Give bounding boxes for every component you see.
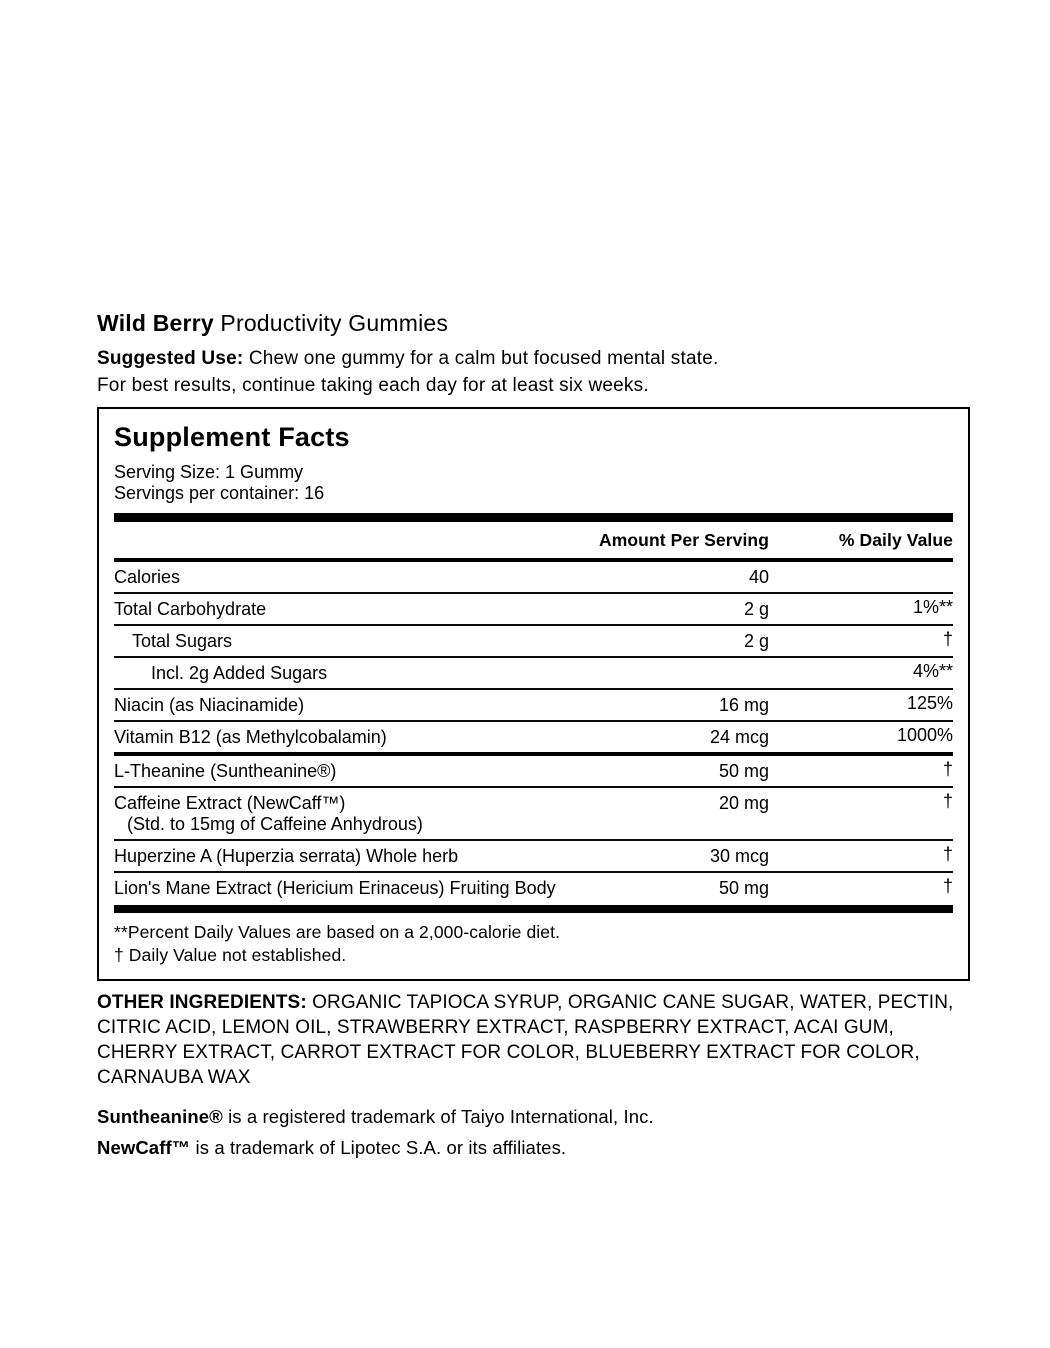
daily-value: † <box>942 876 953 896</box>
ingredient-name: Total Sugars <box>132 631 233 651</box>
table-row <box>114 626 953 656</box>
ingredient-name: Niacin (as Niacinamide) <box>114 695 305 715</box>
daily-value: 1%** <box>912 597 953 617</box>
table-row <box>114 594 953 624</box>
ingredient-name: Vitamin B12 (as Methylcobalamin) <box>114 727 387 747</box>
other-ingredients-text: ORGANIC TAPIOCA SYRUP, ORGANIC CANE SUGAR, WATER, PECTIN, CITRIC ACID, LEMON OIL, STRAWBERRY EXTRACT, RASPBERRY EXTRACT, ACAI GUM, CHERRY EXTRACT, CARROT EXTRACT FOR COLOR, BLUEBERRY EXTRACT FOR COLOR, CARNAUBA WAX <box>97 992 954 1088</box>
table-row <box>114 873 953 903</box>
suggested-use-line2: For best results, continue taking each day for at least six weeks. <box>97 374 649 396</box>
footnote-percent-dv: **Percent Daily Values are based on a 2,000-calorie diet. <box>114 922 561 942</box>
serving-info <box>114 462 953 504</box>
ingredient-name: Caffeine Extract (NewCaff™) (Std. to 15mg of Caffeine Anhydrous) <box>114 793 594 835</box>
amount-per-serving-value: 2 g <box>743 599 769 619</box>
row-divider-thick <box>114 905 953 913</box>
amount-per-serving-value: 50 mg <box>718 878 769 898</box>
ingredient-name: Huperzine A (Huperzia serrata) Whole herb <box>114 846 459 866</box>
daily-value: 1000% <box>896 725 953 745</box>
facts-footnotes <box>114 913 953 967</box>
ingredient-name: Calories <box>114 567 181 587</box>
amount-per-serving-value: 24 mcg <box>709 727 769 747</box>
supplement-facts-panel <box>97 407 970 981</box>
daily-value: 4%** <box>912 661 953 681</box>
trademark-name: Suntheanine® <box>97 1106 223 1127</box>
suggested-use-label: Suggested Use: <box>97 348 244 369</box>
label-page <box>97 310 970 1159</box>
ingredient-subtext: (Std. to 15mg of Caffeine Anhydrous) <box>127 814 423 834</box>
facts-rows <box>114 562 953 913</box>
amount-per-serving-value: 16 mg <box>718 695 769 715</box>
table-row <box>114 562 953 592</box>
amount-per-serving-value: 20 mg <box>718 793 769 813</box>
column-header-daily-value: % Daily Value <box>838 530 953 550</box>
daily-value: † <box>942 844 953 864</box>
ingredient-name: Total Carbohydrate <box>114 599 267 619</box>
trademark-note-suntheanine <box>97 1106 970 1128</box>
trademark-note-newcaff <box>97 1137 970 1159</box>
table-row <box>114 841 953 871</box>
suggested-use-line1 <box>97 346 970 373</box>
table-row <box>114 690 953 720</box>
ingredient-name: Incl. 2g Added Sugars <box>151 663 328 683</box>
table-row <box>114 658 953 688</box>
serving-size: Serving Size: 1 Gummy <box>114 462 304 482</box>
product-title <box>97 310 970 337</box>
daily-value: 125% <box>906 693 953 713</box>
suggested-use-text: Chew one gummy for a calm but focused mental state. <box>243 348 719 369</box>
amount-per-serving-value: 40 <box>748 567 769 587</box>
trademark-text: is a trademark of Lipotec S.A. or its affiliates. <box>190 1137 567 1158</box>
ingredient-name: L-Theanine (Suntheanine®) <box>114 761 337 781</box>
daily-value: † <box>942 791 953 811</box>
trademark-name: NewCaff™ <box>97 1137 191 1158</box>
product-name: Productivity Gummies <box>213 310 449 336</box>
product-flavor: Wild Berry <box>97 310 214 336</box>
suggested-use <box>97 346 970 399</box>
other-ingredients <box>97 990 970 1090</box>
table-row <box>114 788 953 839</box>
divider-thick-top <box>114 513 953 522</box>
ingredient-name: Lion's Mane Extract (Hericium Erinaceus) Fruiting Body <box>114 878 556 898</box>
daily-value: † <box>942 629 953 649</box>
facts-title: Supplement Facts <box>114 422 350 452</box>
amount-per-serving-value: 2 g <box>743 631 769 651</box>
table-row <box>114 722 953 752</box>
column-header-amount: Amount Per Serving <box>598 530 769 550</box>
servings-per-container: Servings per container: 16 <box>114 483 325 503</box>
amount-per-serving-value: 50 mg <box>718 761 769 781</box>
column-spacer <box>114 530 594 551</box>
footnote-dagger: † Daily Value not established. <box>114 945 347 965</box>
table-row <box>114 756 953 786</box>
facts-column-headers <box>114 522 953 558</box>
trademark-text: is a registered trademark of Taiyo International, Inc. <box>222 1106 654 1127</box>
other-ingredients-label: OTHER INGREDIENTS: <box>97 992 307 1013</box>
amount-per-serving-value: 30 mcg <box>709 846 769 866</box>
daily-value: † <box>942 759 953 779</box>
